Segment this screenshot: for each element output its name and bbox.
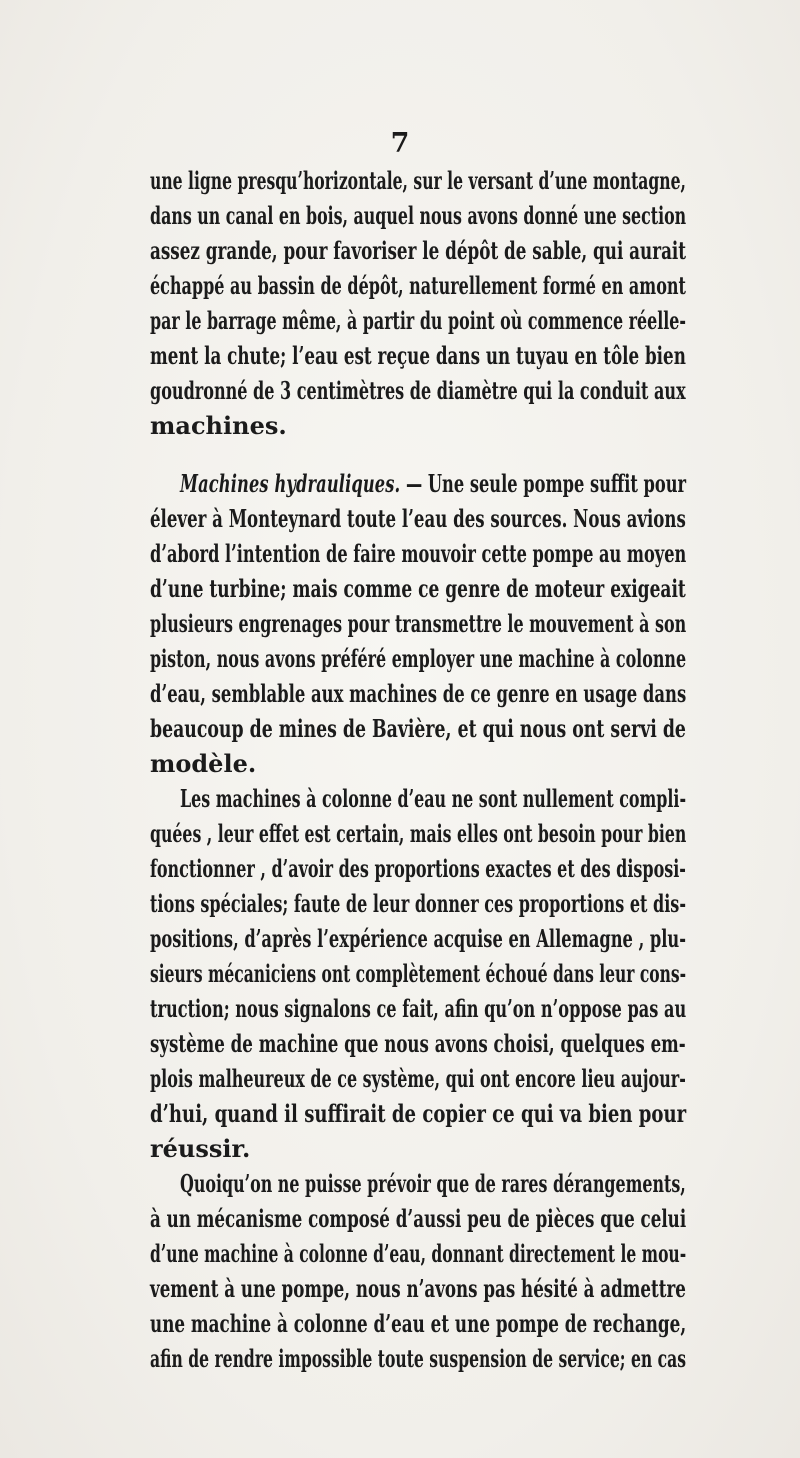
text-line: beaucoup de mines de Bavière, et qui nous ont servi de — [150, 714, 686, 743]
text-line: une machine à colonne d’eau et une pompe de rechange, — [150, 1309, 687, 1338]
text-line: réussir. — [150, 1134, 251, 1163]
page-number: 7 — [390, 128, 410, 159]
text-line: modèle. — [150, 749, 257, 778]
text-line: quées , leur effet est certain, mais elles ont besoin pour bien — [150, 819, 687, 848]
text-line: ment la chute; l’eau est reçue dans un tuyau en tôle bien — [150, 341, 686, 370]
text-line: Les machines à colonne d’eau ne sont nullement compli- — [180, 784, 687, 813]
text-line: truction; nous signalons ce fait, afin qu’on n’oppose pas au — [150, 994, 687, 1023]
text-line: d’une machine à colonne d’eau, donnant directement le mou- — [150, 1239, 687, 1268]
text-line: élever à Monteynard toute l’eau des sources. Nous avions — [150, 504, 686, 533]
text-line: d’une turbine; mais comme ce genre de moteur exigeait — [150, 574, 686, 603]
section-heading: Machines hydrauliques. — [180, 469, 401, 498]
text-line: d’abord l’intention de faire mouvoir cette pompe au moyen — [150, 539, 687, 568]
text-line: afin de rendre impossible toute suspension de service; en cas — [150, 1344, 687, 1373]
text-line: positions, d’après l’expérience acquise en Allemagne , plu- — [150, 924, 687, 953]
text-line: vement à une pompe, nous n’avons pas hésité à admettre — [150, 1274, 686, 1303]
text-line: à un mécanisme composé d’aussi peu de pièces que celui — [150, 1204, 687, 1233]
text-line — [180, 469, 686, 499]
text-line: par le barrage même, à partir du point où commence réelle- — [150, 306, 686, 335]
text-line: fonctionner , d’avoir des proportions exactes et des disposi- — [150, 854, 686, 883]
text-line: Quoiqu’on ne puisse prévoir que de rares dérangements, — [180, 1169, 686, 1198]
text-line: machines. — [150, 411, 287, 440]
text-line: goudronné de 3 centimètres de diamètre qui la conduit aux — [150, 376, 686, 405]
text-line: plusieurs engrenages pour transmettre le mouvement à son — [150, 609, 687, 638]
text-line: échappé au bassin de dépôt, naturellement formé en amont — [150, 271, 686, 300]
text-line: sieurs mécaniciens ont complètement échoué dans leur cons- — [150, 959, 687, 988]
text-line: une ligne presqu’horizontale, sur le versant d’une montagne, — [150, 166, 686, 195]
text-line: piston, nous avons préféré employer une machine à colonne — [150, 644, 687, 673]
text-line: système de machine que nous avons choisi, quelques em- — [150, 1029, 686, 1058]
text-span: — Une seule pompe suffit pour — [400, 469, 687, 498]
text-line: assez grande, pour favoriser le dépôt de sable, qui aurait — [150, 236, 687, 265]
text-line: plois malheureux de ce système, qui ont encore lieu aujour- — [150, 1064, 686, 1093]
text-line: tions spéciales; faute de leur donner ces proportions et dis- — [150, 889, 686, 918]
text-line: d’hui, quand il suffirait de copier ce qui va bien pour — [150, 1099, 687, 1128]
text-line: d’eau, semblable aux machines de ce genre en usage dans — [150, 679, 687, 708]
text-line: dans un canal en bois, auquel nous avons donné une section — [150, 201, 687, 230]
